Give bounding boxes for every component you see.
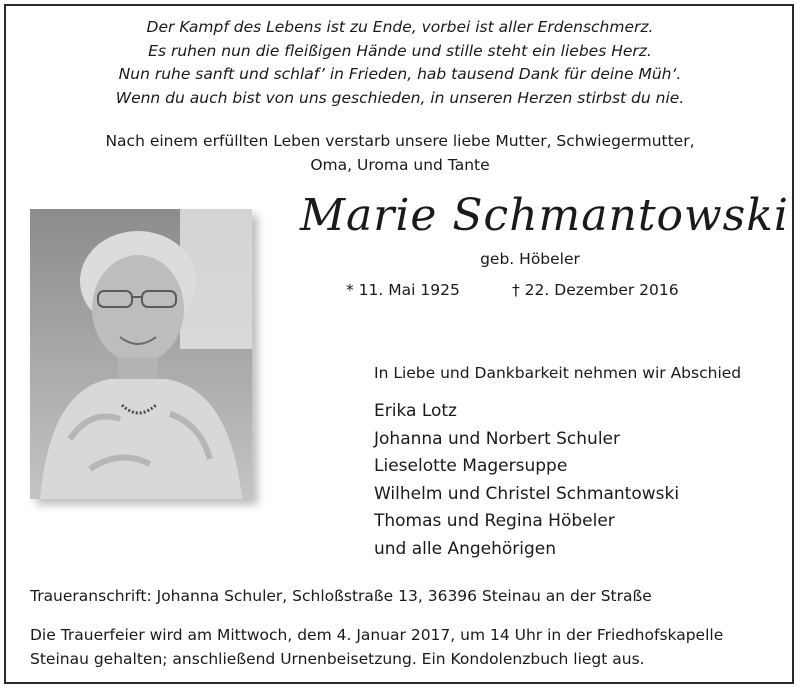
poem-line: Nun ruhe sanft und schlaf’ in Frieden, hab tausend Dank für deine Müh‘. [118, 65, 682, 83]
poem-line: Der Kampf des Lebens ist zu Ende, vorbei ist aller Erdenschmerz. [146, 18, 654, 36]
mourner-entry: Johanna und Norbert Schuler [374, 428, 620, 449]
mourner-entry: Thomas und Regina Höbeler [374, 511, 615, 531]
mourner-entry: und alle Angehörigen [374, 538, 557, 559]
mourning-address: Traueranschrift: Johanna Schuler, Schloßstraße 13, 36396 Steinau an der Straße [30, 587, 652, 605]
farewell-text: In Liebe und Dankbarkeit nehmen wir Abschied [374, 364, 742, 382]
birth-date: * 11. Mai 1925 [346, 281, 460, 299]
intro-line: Nach einem erfüllten Leben verstarb unsere liebe Mutter, Schwiegermutter, [105, 132, 695, 150]
funeral-line: Die Trauerfeier wird am Mittwoch, dem 4. Januar 2017, um 14 Uhr in der Friedhofskapelle [30, 626, 724, 644]
mourner-entry: Lieselotte Magersuppe [374, 456, 568, 476]
poem [0, 16, 800, 110]
mourner-entry: Erika Lotz [374, 401, 457, 421]
funeral-info [30, 623, 723, 671]
mourner-entry: Wilhelm und Christel Schmantowski [374, 483, 680, 504]
intro-line: Oma, Uroma und Tante [310, 155, 490, 174]
mourners-list [374, 398, 679, 563]
portrait-photo [30, 209, 252, 499]
poem-line: Wenn du auch bist von uns geschieden, in unseren Herzen stirbst du nie. [115, 88, 685, 107]
poem-line: Es ruhen nun die fleißigen Hände und stille steht ein liebes Herz. [148, 41, 652, 60]
intro-text [0, 130, 800, 177]
funeral-line: Steinau gehalten; anschließend Urnenbeisetzung. Ein Kondolenzbuch liegt aus. [30, 650, 645, 668]
deceased-name: Marie Schmantowski [300, 190, 789, 241]
birth-name: geb. Höbeler [480, 250, 580, 268]
death-date: † 22. Dezember 2016 [512, 281, 679, 299]
